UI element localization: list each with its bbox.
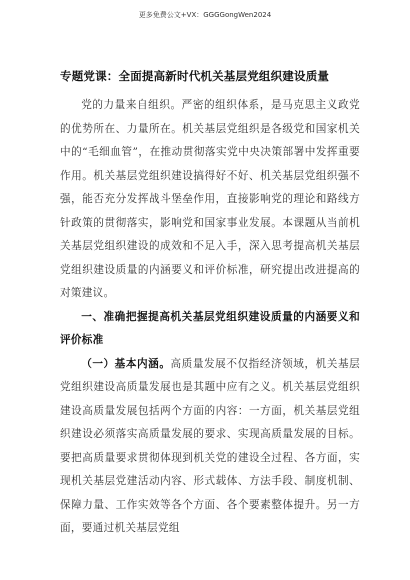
- subsection-text: 高质量发展不仅指经济领域，机关基层党组织建设高质量发展也是其题中应有之义。机关基层党组织建设高质量发展包括两个方面的内容：一方面，机关基层党组织建设必须落实高质量发展的要求、实现高质量发展的目标。要把高质量要求贯彻体现到机关党的建设全过程、各方面，实现机关基层党建活动内容、形式载体、方法手段、制度机制、保障力量、工作实效等各个方面、各个要素整体提升。另一方面，要通过机关基层党组: [60, 357, 360, 534]
- subsection-paragraph: [60, 353, 360, 541]
- section-heading: 一、准确把握提高机关基层党组织建设质量的内涵要义和评价标准: [60, 310, 360, 346]
- document-title: 专题党课：全面提高新时代机关基层党组织建设质量: [60, 69, 330, 83]
- document-body: [60, 94, 360, 541]
- page-header: 更多免费公文+VX：GGGGongWen2024: [138, 11, 272, 19]
- intro-paragraph: 党的力量来自组织。严密的组织体系，是马克思主义政党的优势所在、力量所在。机关基层党组织是各级党和国家机关中的“毛细血管”，在推动贯彻落实党中央决策部署中发挥重要作用。机关基层党组织建设搞得好不好、机关基层党组织强不强，能否充分发挥战斗堡垒作用，直接影响党的理论和路线方针政策的贯彻落实，影响党和国家事业发展。本课题从当前机关基层党组织建设的成效和不足入手，深入思考提高机关基层党组织建设质量的内涵要义和评价标准，研究提出改进提高的对策建议。: [60, 99, 360, 299]
- subsection-label: （一）基本内涵。: [81, 357, 171, 370]
